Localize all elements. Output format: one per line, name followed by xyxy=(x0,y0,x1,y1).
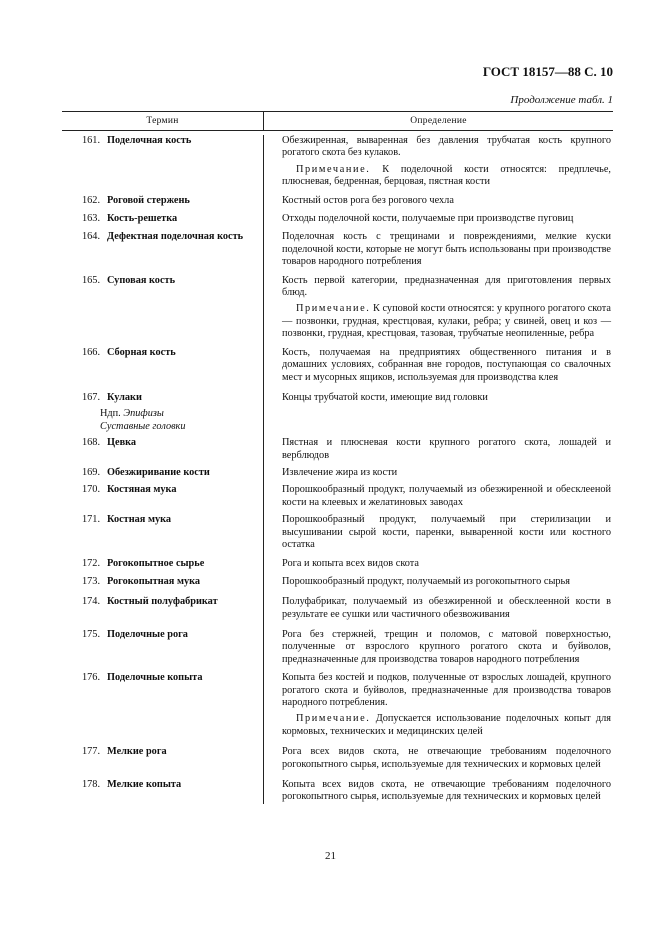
definition-text: Костный остов рога без рогового чехла xyxy=(282,194,454,206)
term-number: 169. xyxy=(82,466,101,478)
definition-cell xyxy=(263,135,613,160)
term-name: Костная мука xyxy=(107,514,172,526)
definition-cell xyxy=(263,275,613,300)
term-number: 178. xyxy=(82,779,101,791)
definition-text: Порошкообразный продукт, получаемый из обезжиренной и обесклееной кости на клеевых и желатиновых заводах xyxy=(282,484,611,508)
table-row xyxy=(62,213,613,225)
term-number: 167. xyxy=(82,391,101,403)
note-text: Допускается использование поделочных копыт для кормовых, технических и медицинских целей xyxy=(282,713,612,737)
term-cell xyxy=(62,408,263,433)
note-label: Примечание. xyxy=(296,303,371,315)
table-row xyxy=(62,408,613,433)
table-row xyxy=(62,558,613,570)
term-name: Поделочная кость xyxy=(107,135,192,146)
definition-text: Рога без стержней, трещин и поломов, с матовой поверхностью, полученные от взрослого крупного рогатого скота и буйволов, предназначенные для производства товаров народного потребления xyxy=(282,629,611,665)
term-name: Рогокопытное сырье xyxy=(107,558,205,570)
term-cell xyxy=(62,392,263,404)
term-cell xyxy=(62,746,263,771)
term-number: 170. xyxy=(82,484,101,496)
table-row xyxy=(62,672,613,709)
note-label: Примечание. xyxy=(296,163,371,175)
table-row xyxy=(62,596,613,621)
term-name: Мелкие рога xyxy=(107,746,167,758)
term-number: 173. xyxy=(82,575,101,587)
table-row xyxy=(62,713,613,738)
definition-cell xyxy=(263,713,613,738)
term-cell xyxy=(62,347,263,384)
term-cell xyxy=(62,514,263,551)
document-reference: ГОСТ 18157—88 С. 10 xyxy=(482,64,613,79)
term-cell xyxy=(62,213,263,225)
table-row xyxy=(62,746,613,771)
definition-cell xyxy=(263,347,613,384)
non-recommended-label: Ндп. xyxy=(100,408,121,420)
definition-cell xyxy=(263,484,613,509)
term-name: Цевка xyxy=(107,437,137,449)
note-text: К суповой кости относятся: у крупного рогатого скота — позвонки, грудная, крестцовая, кулаки, ребра; у свиней, овец и коз — позвонки, грудная, крестцовая, тазовая, трубчатые неопиленные, ребра xyxy=(282,303,611,340)
term-name: Костный полуфабрикат xyxy=(107,596,218,608)
table-row xyxy=(62,347,613,384)
term-number: 174. xyxy=(82,596,101,608)
definition-text: Копыта без костей и подков, полученные от взрослых лошадей, крупного рогатого скота и буйволов, предназначенные для производства товаров народного потребления. xyxy=(282,672,611,709)
page-number: 21 xyxy=(325,850,336,862)
term-name: Поделочные копыта xyxy=(107,672,203,684)
terms-table xyxy=(62,111,613,804)
definition-cell xyxy=(263,779,613,804)
definition-text: Отходы поделочной кости, получаемые при производстве пуговиц xyxy=(282,213,574,225)
table-row xyxy=(62,135,613,160)
table-row xyxy=(62,467,613,479)
table-row xyxy=(62,195,613,207)
term-cell xyxy=(62,437,263,462)
term-name: Мелкие копыта xyxy=(107,779,182,791)
definition-cell xyxy=(263,467,613,479)
term-number: 161. xyxy=(82,135,101,146)
term-name: Роговой стержень xyxy=(107,194,190,206)
column-divider xyxy=(263,135,264,804)
table-row xyxy=(62,576,613,588)
term-number: 175. xyxy=(82,629,101,640)
definition-text: Концы трубчатой кости, имеющие вид головки xyxy=(282,391,488,403)
definition-cell xyxy=(263,231,613,268)
term-number: 165. xyxy=(82,274,101,286)
definition-cell xyxy=(263,746,613,771)
definition-cell xyxy=(263,629,613,666)
table-row xyxy=(62,629,613,666)
definition-cell xyxy=(263,408,613,433)
definition-cell xyxy=(263,303,613,340)
term-number: 171. xyxy=(82,514,101,526)
definition-cell xyxy=(263,558,613,570)
term-cell xyxy=(62,275,263,300)
definition-cell xyxy=(263,164,613,189)
definition-text: Кость, получаемая на предприятиях общественного питания и в домашних условиях, собранная вне городов, поступающая со свалочных мест и мусорных ящиков, используемая для производства клея xyxy=(282,346,611,383)
table-row xyxy=(62,437,613,462)
definition-cell xyxy=(263,392,613,404)
definition-text: Порошкообразный продукт, получаемый из рогокопытного сырья xyxy=(282,575,570,587)
table-row xyxy=(62,392,613,404)
definition-text: Порошкообразный продукт, получаемый при стерилизации и высушивании сырой кости, паренки, вываренной кости или костного остатка xyxy=(282,514,611,550)
definition-cell xyxy=(263,437,613,462)
definition-cell xyxy=(263,213,613,225)
term-number: 177. xyxy=(82,746,101,758)
term-name: Костяная мука xyxy=(107,484,177,496)
note-label: Примечание. xyxy=(296,713,371,725)
term-number: 168. xyxy=(82,437,101,449)
term-cell xyxy=(62,629,263,666)
table-row xyxy=(62,164,613,189)
term-cell xyxy=(62,303,263,340)
term-number: 176. xyxy=(82,672,101,684)
non-recommended-term: Эпифизы xyxy=(123,408,164,420)
term-cell xyxy=(62,484,263,509)
column-header-term: Термин xyxy=(62,112,264,130)
term-cell xyxy=(62,576,263,588)
term-name: Обезжиривание кости xyxy=(107,466,210,478)
table-row xyxy=(62,275,613,300)
term-name: Кулаки xyxy=(107,391,142,403)
term-cell xyxy=(62,672,263,709)
definition-cell xyxy=(263,672,613,709)
table-row xyxy=(62,779,613,804)
table-continuation-label: Продолжение табл. 1 xyxy=(510,94,613,106)
term-number: 164. xyxy=(82,231,101,243)
term-number: 166. xyxy=(82,346,101,358)
term-cell xyxy=(62,467,263,479)
table-header xyxy=(62,111,613,131)
non-recommended-term: Суставные головки xyxy=(100,420,186,432)
definition-text: Копыта всех видов скота, не отвечающие требованиям поделочного рогокопытного сырья, используемые для технических и кормовых целей xyxy=(282,779,611,803)
term-cell xyxy=(62,558,263,570)
table-row xyxy=(62,514,613,551)
term-name: Кость-решетка xyxy=(107,213,178,225)
definition-cell xyxy=(263,576,613,588)
definition-cell xyxy=(263,514,613,551)
term-name: Сборная кость xyxy=(107,346,176,358)
definition-text: Полуфабрикат, получаемый из обезжиренной и обесклеенной кости в результате ее сушки или частичного обезвоживания xyxy=(282,596,611,620)
term-name: Поделочные рога xyxy=(107,629,188,640)
definition-text: Рога и копыта всех видов скота xyxy=(282,558,420,570)
definition-text: Извлечение жира из кости xyxy=(282,466,398,478)
term-name: Дефектная поделочная кость xyxy=(107,231,244,243)
note-text: К поделочной кости относятся: предплечье, плюсневая, бедренная, берцовая, пястная кости xyxy=(282,163,611,188)
term-cell xyxy=(62,231,263,268)
table-row xyxy=(62,484,613,509)
definition-text: Поделочная кость с трещинами и повреждениями, мелкие куски поделочной кости, которые не могут быть использованы при производстве товаров народного потребления xyxy=(282,231,611,268)
term-number: 172. xyxy=(82,558,101,570)
term-cell xyxy=(62,135,263,160)
table-row xyxy=(62,231,613,268)
term-cell xyxy=(62,779,263,804)
definition-cell xyxy=(263,195,613,207)
term-cell xyxy=(62,164,263,189)
term-name: Рогокопытная мука xyxy=(107,575,201,587)
definition-text: Пястная и плюсневая кости крупного рогатого скота, лошадей и верблюдов xyxy=(282,437,611,461)
definition-cell xyxy=(263,596,613,621)
term-cell xyxy=(62,195,263,207)
table-body xyxy=(62,135,613,804)
table-row xyxy=(62,303,613,340)
definition-text: Обезжиренная, вываренная без давления трубчатая кость крупного рогатого скота без кулаков. xyxy=(282,135,611,159)
column-header-definition: Определение xyxy=(410,116,467,126)
term-cell xyxy=(62,596,263,621)
term-cell xyxy=(62,713,263,738)
term-number: 163. xyxy=(82,213,101,225)
definition-text: Кость первой категории, предназначенная для приготовления первых блюд. xyxy=(282,274,611,299)
term-number: 162. xyxy=(82,194,101,206)
definition-text: Рога всех видов скота, не отвечающие требованиям поделочного рогокопытного сырья, используемые для технических и кормовых целей xyxy=(282,746,611,770)
term-name: Суповая кость xyxy=(107,274,176,286)
